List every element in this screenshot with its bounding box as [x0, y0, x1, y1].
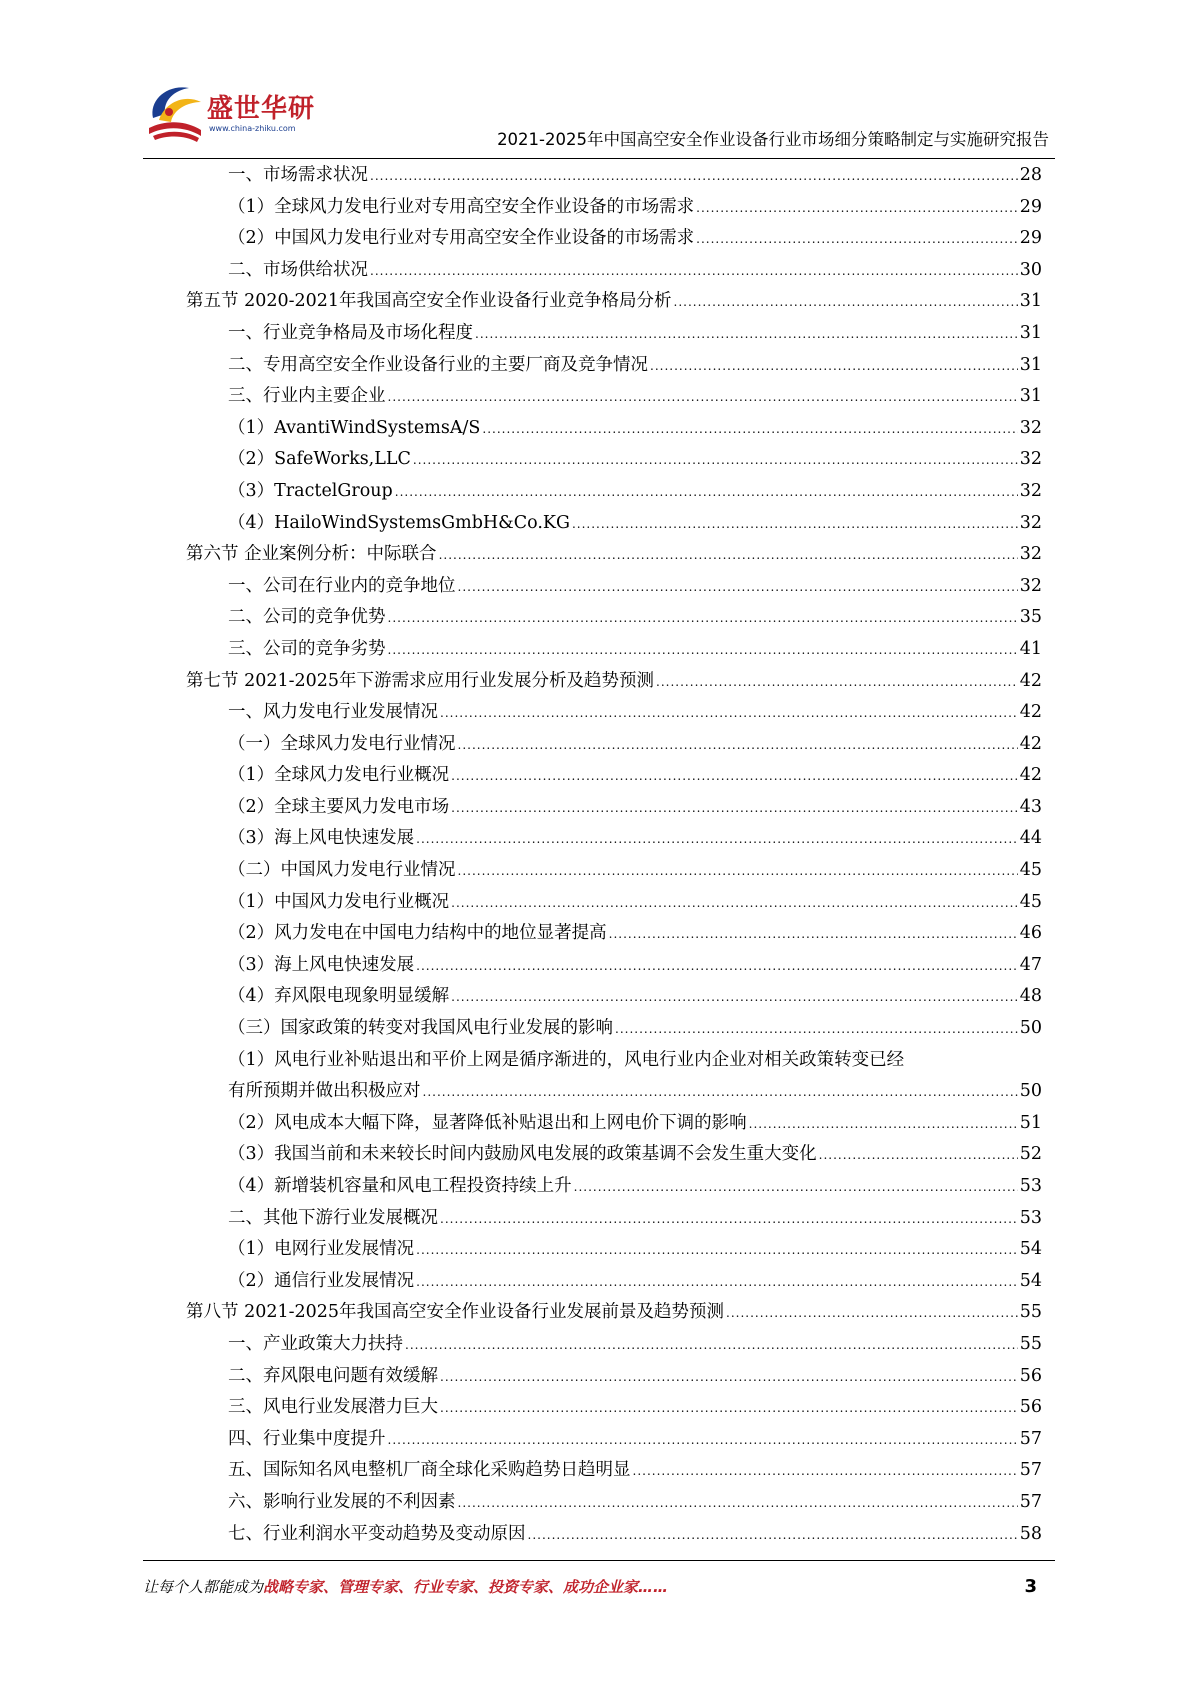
toc-dot-leader	[388, 603, 1018, 635]
footer-divider	[143, 1560, 1055, 1561]
toc-dot-leader	[451, 888, 1018, 920]
toc-entry-page: 31	[1019, 354, 1042, 375]
toc-entry-title: 六、影响行业发展的不利因素	[228, 1491, 456, 1512]
toc-dot-leader	[440, 698, 1018, 730]
toc-entry-page: 56	[1019, 1397, 1042, 1418]
toc-entry-title: （1）中国风力发电行业概况	[228, 891, 450, 912]
toc-dot-leader	[405, 1330, 1018, 1362]
toc-entry-page: 42	[1019, 733, 1042, 754]
toc-dot-leader	[413, 445, 1018, 477]
toc-dot-leader	[416, 951, 1018, 983]
toc-entry-title: （一）全球风力发电行业情况	[228, 733, 456, 754]
toc-entry-page: 45	[1019, 860, 1042, 881]
brand-name: 盛世华研	[207, 94, 316, 124]
toc-entry-title: 七、行业利润水平变动趋势及变动原因	[228, 1523, 526, 1544]
toc-entry-title: 四、行业集中度提升	[228, 1428, 386, 1449]
toc-entry-title: 二、市场供给状况	[228, 259, 368, 280]
toc-entry[interactable]	[186, 697, 1042, 729]
toc-entry-page: 44	[1019, 828, 1042, 849]
toc-entry[interactable]	[186, 1203, 1042, 1235]
toc-entry[interactable]	[186, 1171, 1042, 1203]
toc-dot-leader	[440, 1393, 1018, 1425]
toc-entry-title: （1）风电行业补贴退出和平价上网是循序渐进的，风电行业内企业对相关政策转变已经	[228, 1049, 905, 1070]
toc-dot-leader	[696, 193, 1018, 225]
toc-entry[interactable]	[186, 1139, 1042, 1171]
toc-entry-page: 31	[1019, 322, 1042, 343]
toc-dot-leader	[475, 319, 1018, 351]
toc-entry[interactable]	[186, 823, 1042, 855]
toc-entry[interactable]	[186, 666, 1042, 698]
toc-entry[interactable]	[186, 255, 1042, 287]
company-logo	[145, 80, 325, 150]
toc-entry-page: 50	[1019, 1081, 1042, 1102]
toc-entry-title: 有所预期并做出积极应对	[228, 1081, 421, 1102]
toc-entry-page: 30	[1019, 259, 1042, 280]
toc-entry-title: （4）弃风限电现象明显缓解	[228, 986, 450, 1007]
toc-entry-title: 二、专用高空安全作业设备行业的主要厂商及竞争情况	[228, 354, 648, 375]
page-number: 3	[1024, 1576, 1037, 1597]
toc-entry[interactable]	[186, 1108, 1042, 1140]
toc-dot-leader	[572, 509, 1018, 541]
toc-entry[interactable]	[186, 1045, 1042, 1077]
toc-entry[interactable]	[186, 318, 1042, 350]
toc-entry[interactable]	[186, 1519, 1042, 1551]
toc-entry[interactable]	[186, 887, 1042, 919]
toc-entry-title: 三、行业内主要企业	[228, 386, 386, 407]
toc-dot-leader	[609, 919, 1018, 951]
toc-entry[interactable]	[186, 160, 1042, 192]
toc-entry-title: （2）通信行业发展情况	[228, 1270, 415, 1291]
toc-entry-page: 47	[1019, 954, 1042, 975]
page-header	[145, 80, 1055, 160]
toc-entry-page: 32	[1019, 449, 1042, 470]
toc-dot-leader	[749, 1109, 1018, 1141]
toc-entry[interactable]	[186, 760, 1042, 792]
toc-entry[interactable]	[186, 413, 1042, 445]
toc-entry-page: 31	[1019, 386, 1042, 407]
toc-dot-leader	[416, 1235, 1018, 1267]
toc-entry-page: 29	[1019, 228, 1042, 249]
toc-entry-title: （3）海上风电快速发展	[228, 954, 415, 975]
toc-entry-page: 32	[1019, 512, 1042, 533]
toc-entry-page: 55	[1019, 1302, 1042, 1323]
toc-entry-title: （1）电网行业发展情况	[228, 1239, 415, 1260]
toc-dot-leader	[458, 730, 1018, 762]
toc-entry-page: 45	[1019, 891, 1042, 912]
toc-entry[interactable]	[186, 1329, 1042, 1361]
toc-entry-page: 32	[1019, 417, 1042, 438]
toc-entry[interactable]	[186, 1392, 1042, 1424]
toc-dot-leader	[656, 667, 1018, 699]
toc-entry-page: 32	[1019, 480, 1042, 501]
toc-entry-title: （三）国家政策的转变对我国风电行业发展的影响	[228, 1018, 613, 1039]
toc-entry-page: 42	[1019, 702, 1042, 723]
toc-entry[interactable]	[186, 1424, 1042, 1456]
toc-entry[interactable]	[186, 634, 1042, 666]
toc-entry[interactable]	[186, 286, 1042, 318]
logo-emblem-icon	[145, 80, 215, 150]
toc-dot-leader	[528, 1520, 1018, 1552]
toc-dot-leader	[650, 351, 1018, 383]
toc-dot-leader	[674, 287, 1018, 319]
report-title: 2021-2025年中国高空安全作业设备行业市场细分策略制定与实施研究报告	[497, 130, 1049, 149]
toc-entry-title: （1）AvantiWindSystemsA/S	[228, 417, 481, 438]
toc-entry-page: 53	[1019, 1207, 1042, 1228]
toc-entry[interactable]	[186, 1234, 1042, 1266]
toc-entry-page: 53	[1019, 1176, 1042, 1196]
toc-entry-title: （1）全球风力发电行业概况	[228, 765, 450, 786]
toc-entry-page: 42	[1019, 670, 1042, 691]
table-of-contents	[186, 160, 1042, 1550]
toc-entry-title: 一、产业政策大力扶持	[228, 1333, 403, 1354]
toc-entry-title: 第七节 2021-2025年下游需求应用行业发展分析及趋势预测	[186, 670, 655, 691]
toc-entry-page: 46	[1019, 923, 1042, 944]
toc-entry[interactable]	[186, 1361, 1042, 1393]
toc-entry-title: 一、行业竞争格局及市场化程度	[228, 322, 473, 343]
toc-entry-page: 29	[1019, 196, 1042, 217]
toc-dot-leader	[451, 793, 1018, 825]
toc-entry[interactable]	[186, 192, 1042, 224]
toc-entry-title: 第六节 企业案例分析：中际联合	[186, 544, 437, 565]
toc-entry-page: 50	[1019, 1018, 1042, 1039]
toc-dot-leader	[439, 540, 1018, 572]
toc-entry-page: 52	[1019, 1144, 1042, 1165]
toc-entry[interactable]	[186, 381, 1042, 413]
toc-dot-leader	[482, 414, 1017, 446]
toc-entry[interactable]	[186, 981, 1042, 1013]
toc-entry-title: 第五节 2020-2021年我国高空安全作业设备行业竞争格局分析	[186, 291, 672, 312]
toc-entry-title: （2）风力发电在中国电力结构中的地位显著提高	[228, 923, 607, 944]
toc-entry[interactable]	[186, 476, 1042, 508]
toc-entry-title: （3）TractelGroup	[228, 480, 393, 501]
toc-entry[interactable]	[186, 1297, 1042, 1329]
toc-dot-leader	[416, 1267, 1018, 1299]
toc-dot-leader	[388, 382, 1018, 414]
toc-dot-leader	[388, 1425, 1018, 1457]
toc-dot-leader	[440, 1362, 1018, 1394]
toc-entry-page: 55	[1019, 1333, 1042, 1354]
toc-entry[interactable]	[186, 223, 1042, 255]
toc-entry-title: （4）HailoWindSystemsGmbH&Co.KG	[228, 512, 570, 533]
toc-dot-leader	[370, 256, 1018, 288]
toc-dot-leader	[458, 856, 1018, 888]
footer-slogan-prefix: 让每个人都能成为	[143, 1578, 264, 1596]
toc-entry[interactable]	[186, 918, 1042, 950]
toc-entry[interactable]	[186, 950, 1042, 982]
toc-dot-leader	[574, 1172, 1018, 1204]
toc-dot-leader	[615, 1014, 1018, 1046]
toc-entry-page: 57	[1019, 1428, 1042, 1449]
toc-entry-title: （1）全球风力发电行业对专用高空安全作业设备的市场需求	[228, 196, 695, 217]
toc-entry-title: 二、弃风限电问题有效缓解	[228, 1365, 438, 1386]
toc-entry[interactable]	[186, 1013, 1042, 1045]
toc-entry[interactable]	[186, 1266, 1042, 1298]
toc-entry-title: （2）全球主要风力发电市场	[228, 796, 450, 817]
toc-entry-title: 五、国际知名风电整机厂商全球化采购趋势日趋明显	[228, 1460, 631, 1481]
toc-entry[interactable]	[186, 792, 1042, 824]
toc-entry-page: 42	[1019, 765, 1042, 786]
toc-entry-title: 二、其他下游行业发展概况	[228, 1207, 438, 1228]
toc-entry[interactable]	[186, 444, 1042, 476]
toc-dot-leader	[633, 1456, 1018, 1488]
toc-entry-page: 51	[1019, 1112, 1042, 1133]
toc-entry[interactable]	[186, 1487, 1042, 1519]
toc-entry[interactable]	[186, 855, 1042, 887]
toc-entry[interactable]	[186, 508, 1042, 540]
header-divider	[143, 158, 1055, 159]
toc-entry-page: 54	[1019, 1239, 1042, 1260]
toc-dot-leader	[370, 161, 1018, 193]
toc-entry-page: 58	[1019, 1523, 1042, 1544]
toc-entry-page: 54	[1019, 1270, 1042, 1291]
toc-entry-page: 35	[1019, 607, 1042, 628]
toc-entry-page: 56	[1019, 1365, 1042, 1386]
toc-entry-title: 三、风电行业发展潜力巨大	[228, 1397, 438, 1418]
toc-dot-leader	[458, 572, 1018, 604]
toc-entry-page: 48	[1019, 986, 1042, 1007]
toc-entry[interactable]	[186, 539, 1042, 571]
toc-entry-page: 31	[1019, 291, 1042, 312]
toc-entry[interactable]	[186, 571, 1042, 603]
toc-entry-page: 57	[1019, 1460, 1042, 1481]
toc-dot-leader	[440, 1204, 1018, 1236]
toc-dot-leader	[423, 1077, 1018, 1109]
toc-entry-page: 28	[1019, 165, 1042, 185]
toc-entry[interactable]	[186, 729, 1042, 761]
toc-entry-title: （2）SafeWorks,LLC	[228, 449, 411, 470]
toc-entry[interactable]	[186, 1076, 1042, 1108]
page-footer	[143, 1576, 1055, 1606]
brand-url: www.china-zhiku.com	[209, 124, 296, 133]
toc-entry-title: 一、市场需求状况	[228, 165, 368, 185]
toc-entry-page: 43	[1019, 796, 1042, 817]
toc-dot-leader	[451, 761, 1018, 793]
toc-entry-title: 一、公司在行业内的竞争地位	[228, 575, 456, 596]
toc-entry-page: 32	[1019, 575, 1042, 596]
footer-slogan-highlight: 战略专家、管理专家、行业专家、投资专家、成功企业家……	[263, 1578, 669, 1596]
toc-dot-leader	[451, 982, 1018, 1014]
toc-entry-title: 三、公司的竞争劣势	[228, 638, 386, 659]
toc-dot-leader	[726, 1298, 1018, 1330]
toc-entry-page: 41	[1019, 638, 1042, 659]
toc-dot-leader	[458, 1488, 1018, 1520]
toc-dot-leader	[388, 635, 1018, 667]
toc-entry-page: 32	[1019, 544, 1042, 565]
toc-entry-title: （4）新增装机容量和风电工程投资持续上升	[228, 1176, 572, 1196]
toc-dot-leader	[696, 224, 1018, 256]
toc-entry[interactable]	[186, 350, 1042, 382]
toc-entry[interactable]	[186, 1455, 1042, 1487]
toc-entry-title: 二、公司的竞争优势	[228, 607, 386, 628]
toc-entry[interactable]	[186, 602, 1042, 634]
toc-entry-page: 57	[1019, 1491, 1042, 1512]
toc-entry-title: （二）中国风力发电行业情况	[228, 860, 456, 881]
toc-entry-title: （2）中国风力发电行业对专用高空安全作业设备的市场需求	[228, 228, 695, 249]
toc-entry-title: （3）我国当前和未来较长时间内鼓励风电发展的政策基调不会发生重大变化	[228, 1144, 817, 1165]
toc-dot-leader	[395, 477, 1018, 509]
toc-entry-title: 第八节 2021-2025年我国高空安全作业设备行业发展前景及趋势预测	[186, 1302, 725, 1323]
toc-entry-title: 一、风力发电行业发展情况	[228, 702, 438, 723]
toc-dot-leader	[416, 824, 1018, 856]
toc-entry-title: （2）风电成本大幅下降，显著降低补贴退出和上网电价下调的影响	[228, 1112, 747, 1133]
toc-entry-title: （3）海上风电快速发展	[228, 828, 415, 849]
toc-dot-leader	[819, 1140, 1018, 1172]
